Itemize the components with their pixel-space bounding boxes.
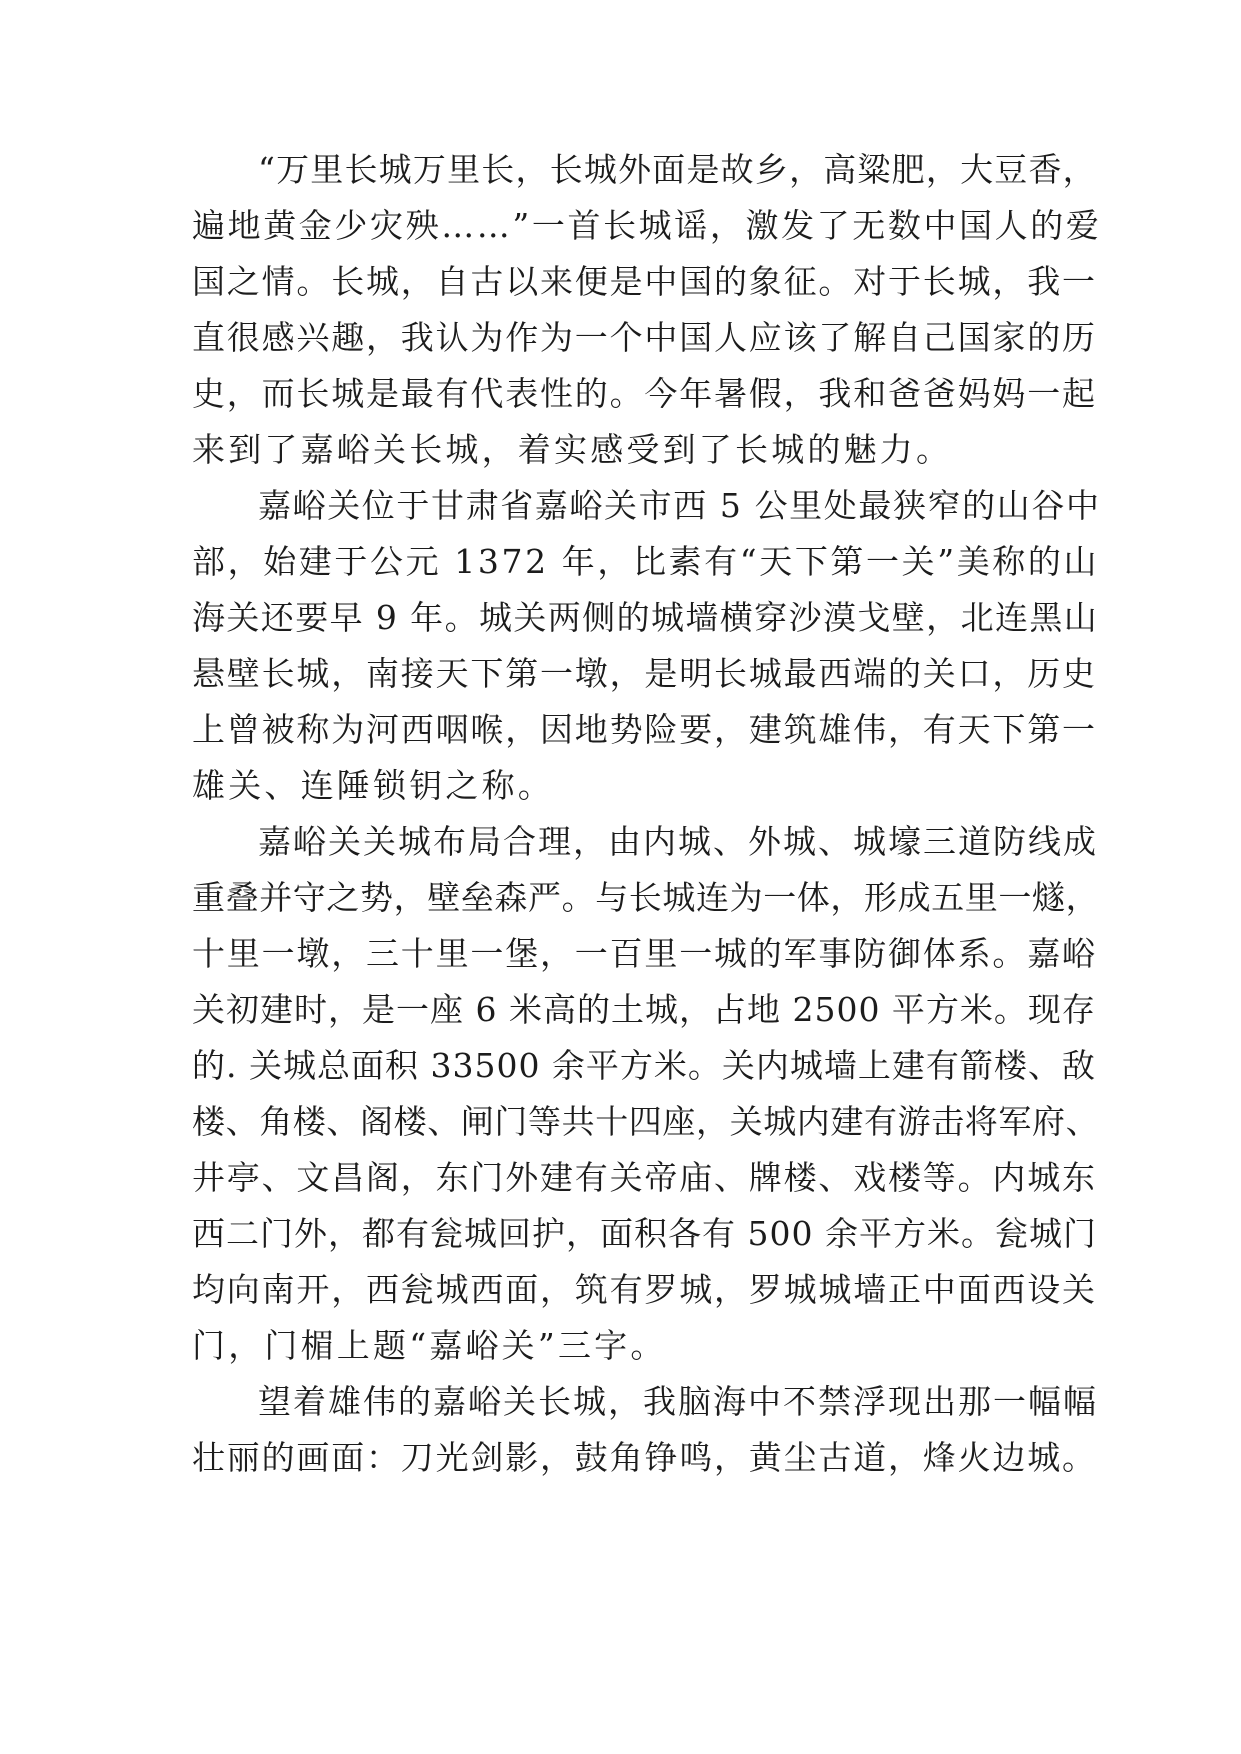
text-line: 楼、角楼、阁楼、闸门等共十四座，关城内建有游击将军府、 xyxy=(192,1102,1100,1141)
text-line: 重叠并守之势，壁垒森严。与长城连为一体，形成五里一燧， xyxy=(192,878,1100,917)
text-line: 壮丽的画面：刀光剑影，鼓角铮鸣，黄尘古道，烽火边城。 xyxy=(192,1438,1097,1477)
text-line: 上曾被称为河西咽喉，因地势险要，建筑雄伟，有天下第一 xyxy=(192,710,1097,749)
text-line: 海关还要早 9 年。城关两侧的城墙横穿沙漠戈壁，北连黑山 xyxy=(192,598,1099,637)
text-line: 嘉峪关关城布局合理，由内城、外城、城壕三道防线成 xyxy=(258,822,1098,861)
text-line: 井亭、文昌阁，东门外建有关帝庙、牌楼、戏楼等。内城东 xyxy=(192,1158,1097,1197)
text-line: 的. 关城总面积 33500 余平方米。关内城墙上建有箭楼、敌 xyxy=(192,1046,1096,1085)
text-line: 直很感兴趣，我认为作为一个中国人应该了解自己国家的历 xyxy=(192,318,1097,357)
text-line: 雄关、连陲锁钥之称。 xyxy=(192,766,554,805)
text-line: 十里一墩，三十里一堡，一百里一城的军事防御体系。嘉峪 xyxy=(192,934,1097,973)
text-line: 嘉峪关位于甘肃省嘉峪关市西 5 公里处最狭窄的山谷中 xyxy=(258,486,1101,525)
text-line: 望着雄伟的嘉峪关长城，我脑海中不禁浮现出那一幅幅 xyxy=(258,1382,1098,1421)
text-line: 部，始建于公元 1372 年，比素有“天下第一关”美称的山 xyxy=(192,542,1100,581)
text-line: 门，门楣上题“嘉峪关”三字。 xyxy=(192,1326,667,1365)
text-line: 史，而长城是最有代表性的。今年暑假，我和爸爸妈妈一起 xyxy=(192,374,1097,413)
text-line: 西二门外，都有瓮城回护，面积各有 500 余平方米。瓮城门 xyxy=(192,1214,1097,1253)
text-line: 国之情。长城，自古以来便是中国的象征。对于长城，我一 xyxy=(192,262,1097,301)
text-line: 来到了嘉峪关长城，着实感受到了长城的魅力。 xyxy=(192,430,953,469)
text-line: 均向南开，西瓮城西面，筑有罗城，罗城城墙正中面西设关 xyxy=(192,1270,1097,1309)
text-line: 遍地黄金少灾殃……”一首长城谣，激发了无数中国人的爱 xyxy=(192,206,1102,245)
text-line: “万里长城万里长，长城外面是故乡，高粱肥，大豆香， xyxy=(258,150,1097,189)
text-line: 关初建时，是一座 6 米高的土城，占地 2500 平方米。现存 xyxy=(192,990,1096,1029)
text-line: 悬壁长城，南接天下第一墩，是明长城最西端的关口，历史 xyxy=(192,654,1097,693)
